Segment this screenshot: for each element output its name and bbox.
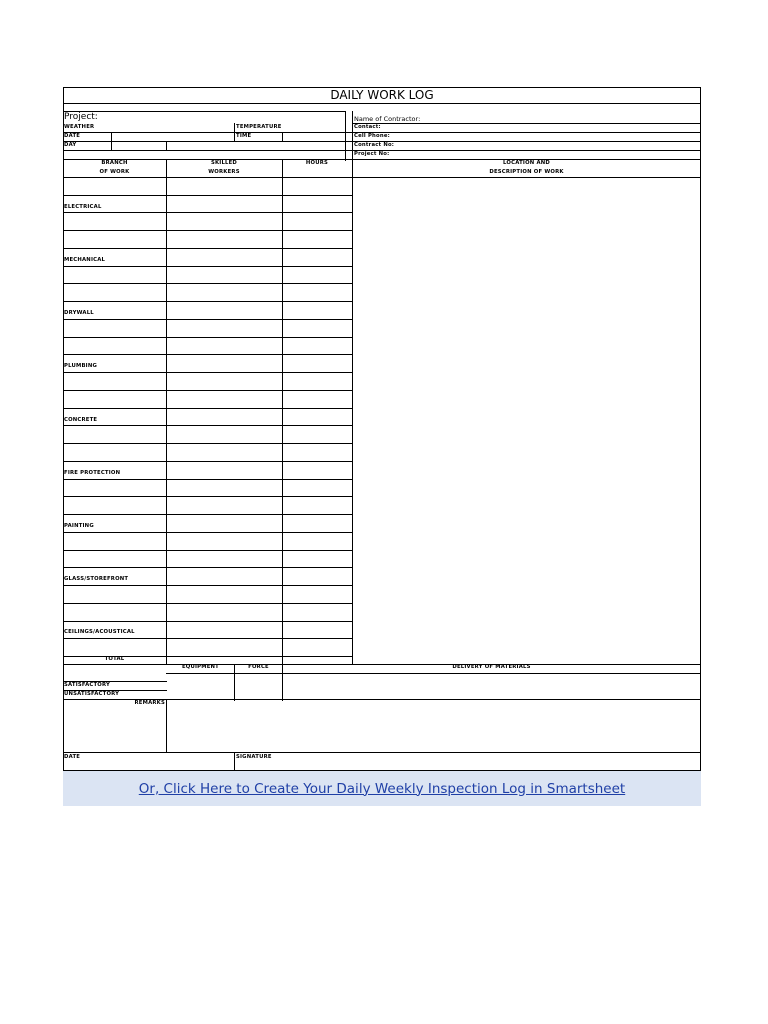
date-label: DATE bbox=[64, 133, 81, 139]
grid-line bbox=[63, 301, 353, 302]
grid-line bbox=[63, 408, 353, 409]
project-no-label: Project No: bbox=[354, 151, 390, 157]
grid-line bbox=[63, 230, 353, 231]
skilled-header-line1: SKILLED bbox=[210, 160, 238, 166]
time-label: TIME bbox=[236, 133, 252, 139]
grid-line bbox=[63, 111, 346, 112]
contact-label: Contact: bbox=[354, 124, 381, 130]
contract-no-label: Contract No: bbox=[354, 142, 395, 148]
hours-header: HOURS bbox=[305, 160, 329, 166]
grid-line bbox=[63, 195, 353, 196]
grid-line bbox=[352, 159, 353, 665]
delivery-header: DELIVERY OF MATERIALS bbox=[452, 664, 531, 670]
grid-line bbox=[63, 177, 701, 178]
remarks-label: REMARKS bbox=[134, 700, 165, 706]
grid-line bbox=[63, 461, 353, 462]
grid-line bbox=[63, 567, 353, 568]
grid-line bbox=[282, 132, 283, 142]
grid-line bbox=[282, 159, 283, 665]
page-title: DAILY WORK LOG bbox=[330, 88, 434, 102]
trade-label: DRYWALL bbox=[64, 310, 94, 316]
grid-line bbox=[111, 132, 112, 151]
grid-line bbox=[63, 550, 353, 551]
grid-line bbox=[63, 283, 353, 284]
temperature-label: TEMPERATURE bbox=[236, 124, 282, 130]
trade-label: FIRE PROTECTION bbox=[64, 470, 121, 476]
branch-header-line2: OF WORK bbox=[99, 169, 130, 175]
grid-line bbox=[63, 496, 353, 497]
grid-line bbox=[63, 248, 353, 249]
trade-label: GLASS/STOREFRONT bbox=[64, 576, 129, 582]
grid-line bbox=[63, 212, 353, 213]
grid-line bbox=[63, 514, 353, 515]
grid-line bbox=[352, 123, 701, 124]
grid-line bbox=[63, 87, 64, 771]
trade-label: CONCRETE bbox=[64, 417, 98, 423]
smartsheet-banner bbox=[63, 771, 701, 806]
signature-label: SIGNATURE bbox=[236, 754, 272, 760]
grid-line bbox=[63, 603, 353, 604]
grid-line bbox=[63, 103, 701, 104]
grid-line bbox=[63, 354, 353, 355]
grid-line bbox=[63, 319, 353, 320]
grid-line bbox=[234, 752, 235, 771]
trade-label: ELECTRICAL bbox=[64, 204, 102, 210]
grid-line bbox=[63, 532, 353, 533]
skilled-header-line2: WORKERS bbox=[208, 169, 240, 175]
grid-line bbox=[166, 673, 701, 674]
grid-line bbox=[63, 266, 353, 267]
trade-label: PAINTING bbox=[64, 523, 94, 529]
grid-line bbox=[63, 479, 353, 480]
grid-line bbox=[63, 638, 353, 639]
grid-line bbox=[63, 159, 701, 160]
trade-label: CEILINGS/ACOUSTICAL bbox=[64, 629, 135, 635]
grid-line bbox=[166, 159, 167, 665]
grid-line bbox=[63, 443, 353, 444]
grid-line bbox=[63, 337, 353, 338]
day-label: DAY bbox=[64, 142, 77, 148]
grid-line bbox=[63, 752, 701, 753]
location-header-line2: DESCRIPTION OF WORK bbox=[489, 169, 564, 175]
grid-line bbox=[63, 585, 353, 586]
project-label: Project: bbox=[64, 112, 98, 122]
trade-label: MECHANICAL bbox=[64, 257, 106, 263]
grid-line bbox=[234, 123, 235, 142]
cell-phone-label: Cell Phone: bbox=[354, 133, 390, 139]
grid-line bbox=[352, 111, 353, 161]
grid-line bbox=[63, 372, 353, 373]
grid-line bbox=[63, 425, 353, 426]
unsatisfactory-label: UNSATISFACTORY bbox=[64, 691, 120, 697]
grid-line bbox=[345, 111, 346, 161]
grid-line bbox=[63, 621, 353, 622]
equipment-header: EQUIPMENT bbox=[181, 664, 219, 670]
satisfactory-label: SATISFACTORY bbox=[64, 682, 111, 688]
location-header-line1: LOCATION AND bbox=[503, 160, 550, 166]
date-sign-label: DATE bbox=[64, 754, 81, 760]
total-label: TOTAL bbox=[104, 656, 125, 662]
contractor-label: Name of Contractor: bbox=[354, 115, 421, 123]
force-header: FORCE bbox=[248, 664, 269, 670]
grid-line bbox=[166, 141, 167, 151]
weather-label: WEATHER bbox=[64, 124, 95, 130]
grid-line bbox=[63, 390, 353, 391]
trade-label: PLUMBING bbox=[64, 363, 98, 369]
branch-header-line1: BRANCH bbox=[101, 160, 128, 166]
grid-line bbox=[166, 699, 167, 753]
smartsheet-link[interactable]: Or, Click Here to Create Your Daily Weekly Inspection Log in Smartsheet bbox=[138, 780, 626, 797]
